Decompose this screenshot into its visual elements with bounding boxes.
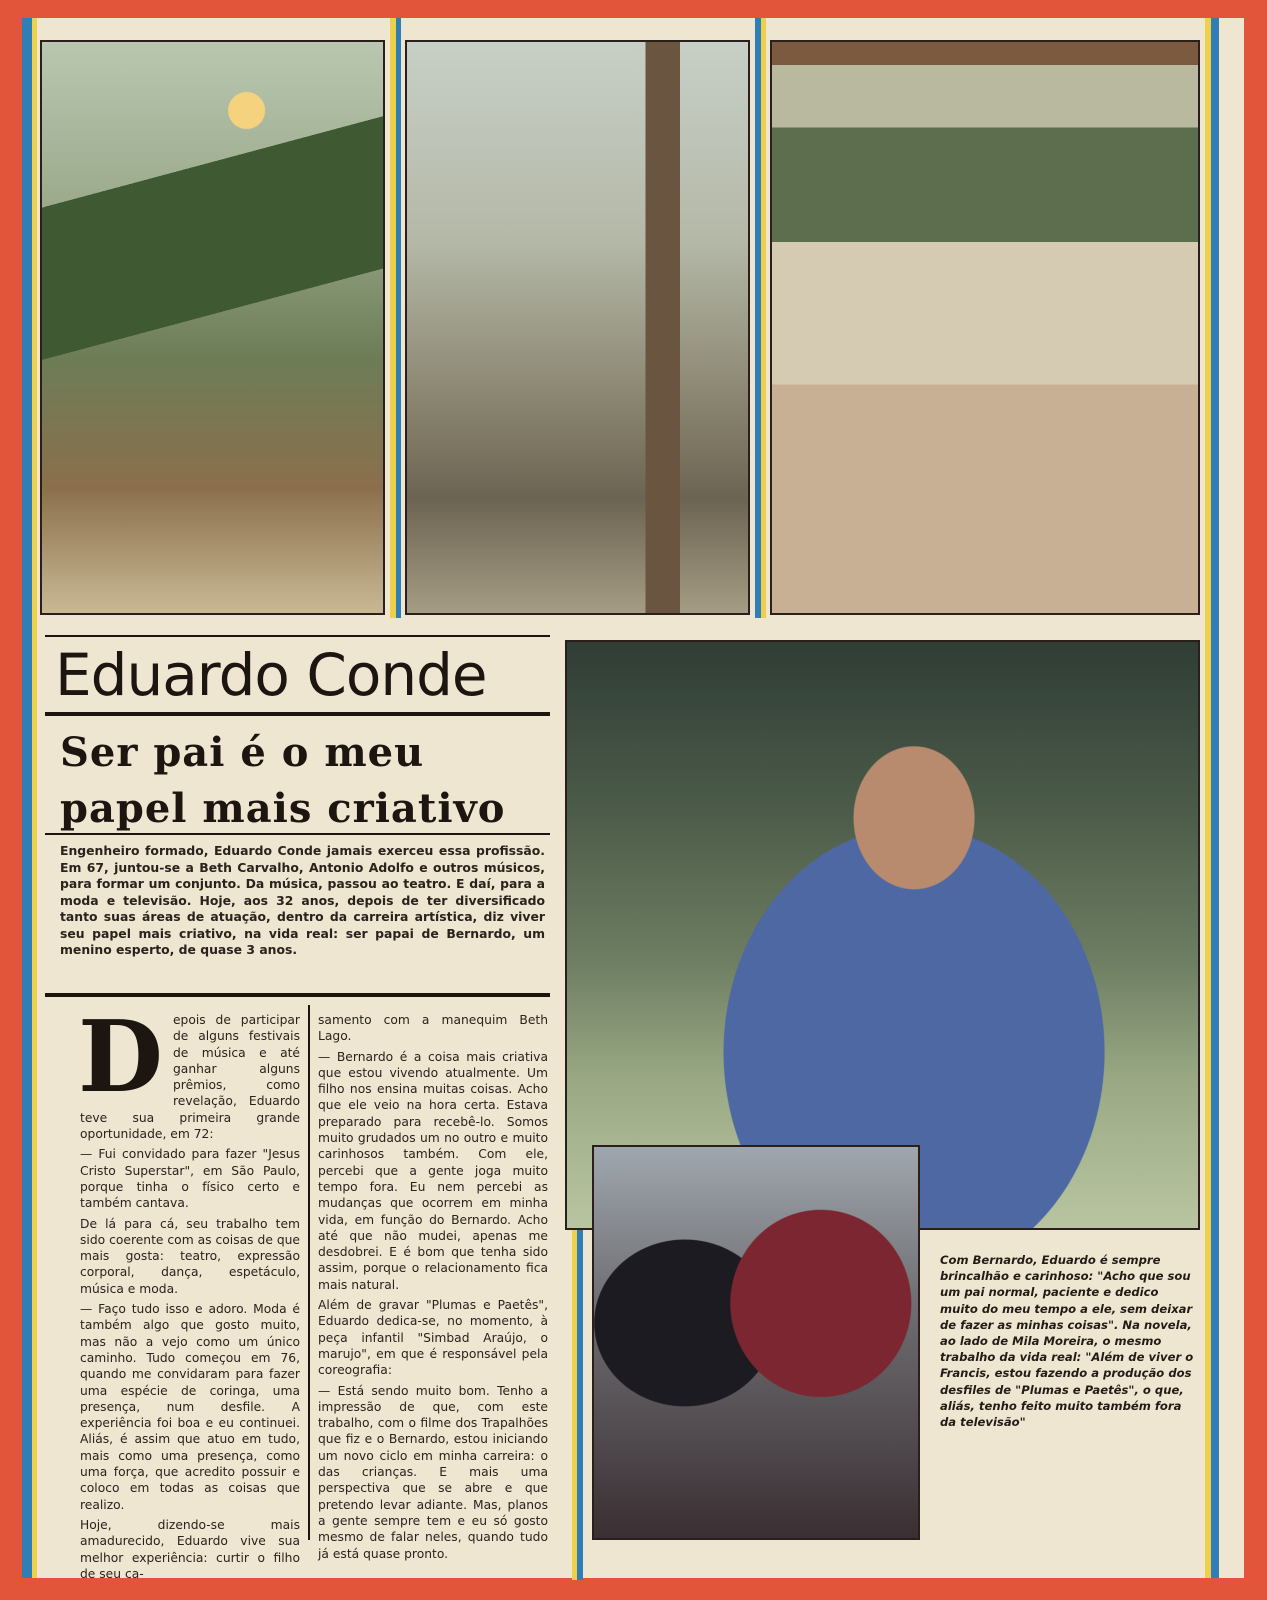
body-paragraph: — Bernardo é a coisa mais criativa que estou vivendo atualmente. Um filho nos ensina muitas coisas. Acho que ele veio na hora certa. Estava preparado para recebê-lo. Somos muito grudados um no outro e muito carinhosos também. Com ele, percebi que a gente joga muito tempo fora. Eu nem percebi as mudanças que ocorrem em minha vida, em função do Bernardo. Acho até que não mudei, apenas me desdobrei. E é bom que tenha sido assim, porque o relacionamento fica mais natural. [318,1049,548,1292]
body-column-2 [318,1012,548,1566]
left-yellow-stripe [32,18,37,1578]
body-column-1 [78,1000,300,1586]
right-blue-stripe [1211,18,1219,1578]
stripe-blue-3 [577,1230,583,1580]
body-paragraph: — Fui convidado para fazer "Jesus Cristo Superstar", em São Paulo, porque tinha o físico certo e também cantava. [80,1147,300,1211]
title-rule [45,712,550,716]
photo-son-on-ride [770,40,1200,615]
photo-caption: Com Bernardo, Eduardo é sempre brincalhão e carinhoso: "Acho que sou um pai normal, paciente e dedico muito do meu tempo a ele, sem deixar de fazer as minhas coisas". Na novela, ao lado de Mila Moreira, o mesmo trabalho da vida real: "Além de viver o Francis, estou fazendo a produção dos desfiles de "Plumas e Paetês", o que, aliás, tenho feito muito também fora da televisão" [940,1253,1194,1430]
body-paragraph: Hoje, dizendo-se mais amadurecido, Eduardo vive sua melhor experiência: curtir o filho de seu ca- [80,1517,300,1581]
stripe-blue-1 [396,18,401,618]
column-divider [308,1005,310,1540]
stripe-yellow-2 [761,18,766,618]
article-subtitle [60,725,550,837]
body-paragraph: De lá para cá, seu trabalho tem sido coerente com as coisas de que mais gosta: teatro, expressão corporal, dança, espetáculo, música e moda. [80,1216,300,1296]
drop-cap: D [78,1000,163,1115]
photo-eduardo-portrait [565,640,1200,1230]
body-paragraph: — Está sendo muito bom. Tenho a impressão de que, com este trabalho, com o filme dos Trapalhões que fiz e o Bernardo, estou iniciando um novo ciclo em minha carreira: o das crianças. E mais uma perspectiva que se abre e que pretendo levar adiante. Mas, planos a gente sempre tem e eu só gosto mesmo de falar neles, quando tudo já está quase pronto. [318,1383,548,1561]
body-paragraph: Além de gravar "Plumas e Paetês", Eduardo dedica-se, no momento, à peça infantil "Simbad Araújo, o marujo", em que é responsável pela coreografia: [318,1298,548,1378]
photo-son-on-slide [405,40,750,615]
lead-paragraph: Engenheiro formado, Eduardo Conde jamais exerceu essa profissão. Em 67, juntou-se a Beth Carvalho, Antonio Adolfo e outros músicos, para formar um conjunto. Da música, passou ao teatro. E daí, para a moda e televisão. Hoje, aos 32 anos, depois de ter diversificado tanto suas áreas de atuação, dentro da carreira artística, diz viver seu papel mais criativo, na vida real: ser papai de Bernardo, um menino esperto, de quase 3 anos. [60,843,545,957]
subtitle-line-2: papel mais criativo [60,785,506,832]
left-blue-stripe [22,18,32,1578]
top-rule [45,635,550,637]
lead-rule [45,993,550,997]
body-paragraph: Depois de participar de alguns festivais de música e até ganhar alguns prêmios, como revelação, Eduardo teve sua primeira grande oportunidade, em 72: [78,1000,300,1142]
article-title: Eduardo Conde [55,641,487,709]
body-paragraph: — Faço tudo isso e adoro. Moda é também algo que gosto muito, mas não a vejo como um único caminho. Tudo começou em 76, quando me convidaram para fazer uma espécie de coringa, uma presença, num desfile. A experiência foi boa e eu continuei. Aliás, é assim que atuo em tudo, mais como uma presença, como uma força, que acredito possuir e coloco em todas as coisas que realizo. [80,1302,300,1512]
photo-eduardo-with-mila [592,1145,920,1540]
photo-father-lifting-son [40,40,385,615]
body-paragraph: samento com a manequim Beth Lago. [318,1013,548,1044]
subtitle-line-1: Ser pai é o meu [60,729,425,776]
subtitle-rule [45,833,550,835]
